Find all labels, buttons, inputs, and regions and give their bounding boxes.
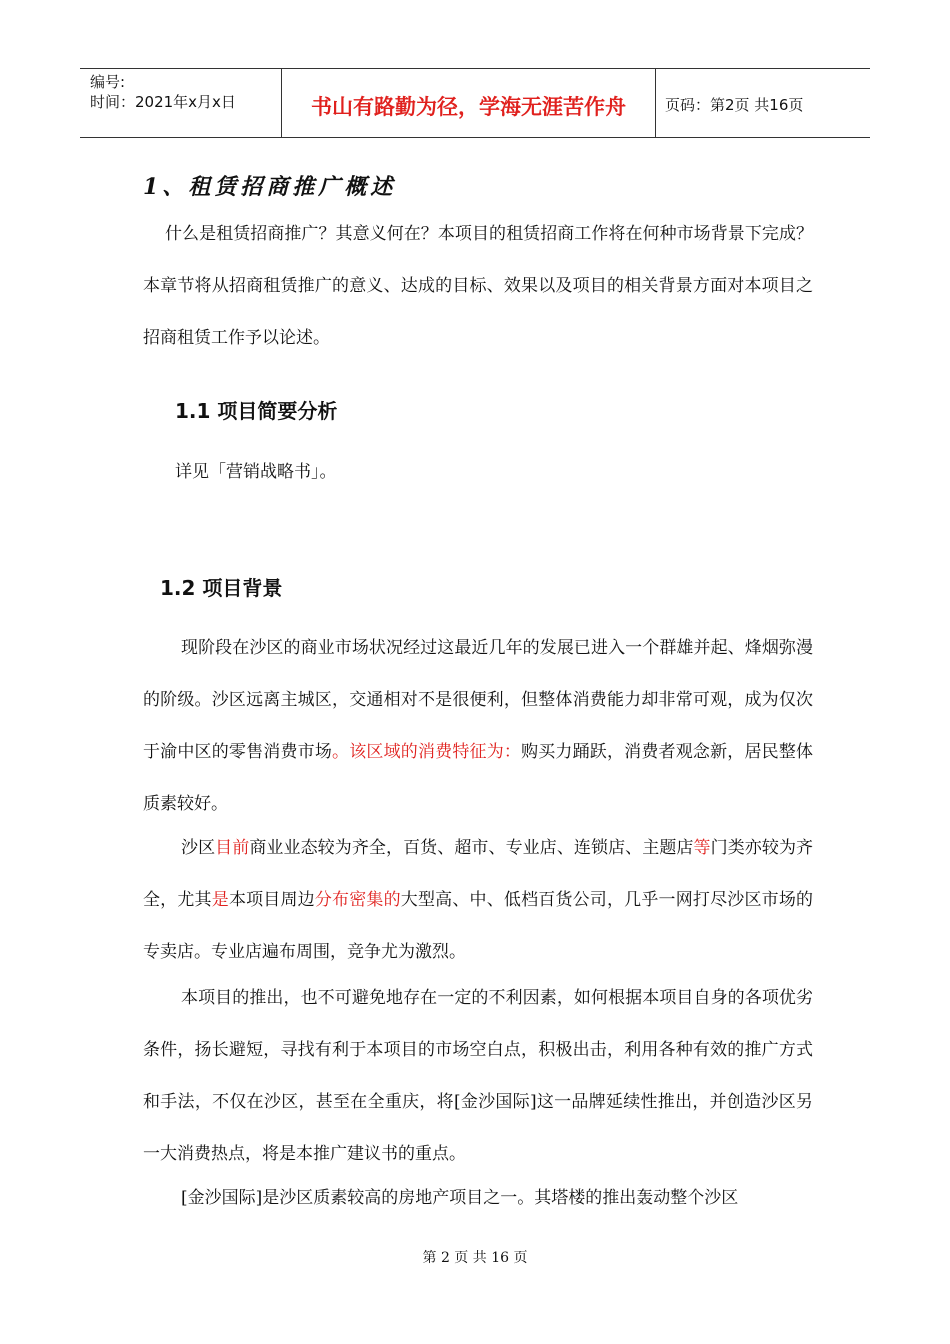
header-table	[80, 68, 870, 138]
p2-highlight-3: 是	[211, 890, 229, 910]
p2-text-e: 大型高、中、低档百货公司，几乎一网打尽沙区市场的专卖店。专业店遍布周围，竞争尤为激烈。	[143, 890, 814, 962]
serial-label: 编号:	[90, 73, 126, 91]
p2-highlight-1: 目前	[215, 838, 250, 858]
header-page-cell	[655, 69, 870, 137]
page-info: 页码：第2页 共16页	[665, 96, 804, 114]
p2-text-b: 商业业态较为齐全，百货、超市、专业店、连锁店、主题店	[249, 838, 694, 858]
p2-text-a: 沙区	[181, 838, 216, 858]
p2-highlight-4: 分布密集的	[314, 890, 401, 910]
background-paragraph-2	[143, 822, 813, 978]
time-label: 时间：2021年x月x日	[90, 93, 236, 111]
p2-text-c: 门类亦较为齐全，尤其	[143, 838, 814, 910]
section-1-2-title: 1.2 项目背景	[160, 576, 283, 600]
p1-text-b: 购买力踊跃，消费者观念新，居民整体质素较好。	[143, 742, 814, 814]
background-paragraph-3: 本项目的推出，也不可避免地存在一定的不利因素，如何根据本项目自身的各项优劣条件，扬长避短，寻找有利于本项目的市场空白点，积极出击，利用各种有效的推广方式和手法，不仅在沙区，甚至在全重庆，将[金沙国际]这一品牌延续性推出，并创造沙区另一大消费热点，将是本推广建议书的重点。	[143, 988, 813, 1164]
p1-text-a: 现阶段在沙区的商业市场状况经过这最近几年的发展已进入一个群雄并起、烽烟弥漫的阶级。沙区远离主城区，交通相对不是很便利，但整体消费能力却非常可观，成为仅次于渝中区的零售消费市场	[143, 638, 813, 762]
p2-highlight-2: 等	[693, 838, 711, 858]
background-paragraph-4: [金沙国际]是沙区质素较高的房地产项目之一。其塔楼的推出轰动整个沙区	[181, 1188, 739, 1208]
p2-text-d: 本项目周边	[228, 890, 315, 910]
section-1-1-paragraph: 详见「营销战略书」。	[175, 462, 337, 482]
motto: 书山有路勤为径，学海无涯苦作舟	[311, 95, 626, 119]
header-left-cell	[80, 69, 281, 137]
page-footer: 第 2 页 共 16 页	[422, 1250, 528, 1266]
section-1-title: 1、租赁招商推广概述	[143, 174, 397, 200]
header-motto-cell	[281, 69, 656, 137]
p1-highlight: 。该区域的消费特征为：	[332, 742, 522, 762]
background-paragraph-1	[143, 622, 813, 830]
section-1-paragraph: 什么是租赁招商推广？其意义何在？本项目的租赁招商工作将在何种市场背景下完成？本章节将从招商租赁推广的意义、达成的目标、效果以及项目的相关背景方面对本项目之招商租赁工作予以论述。	[143, 224, 813, 348]
section-1-1-title: 1.1 项目简要分析	[175, 399, 338, 423]
